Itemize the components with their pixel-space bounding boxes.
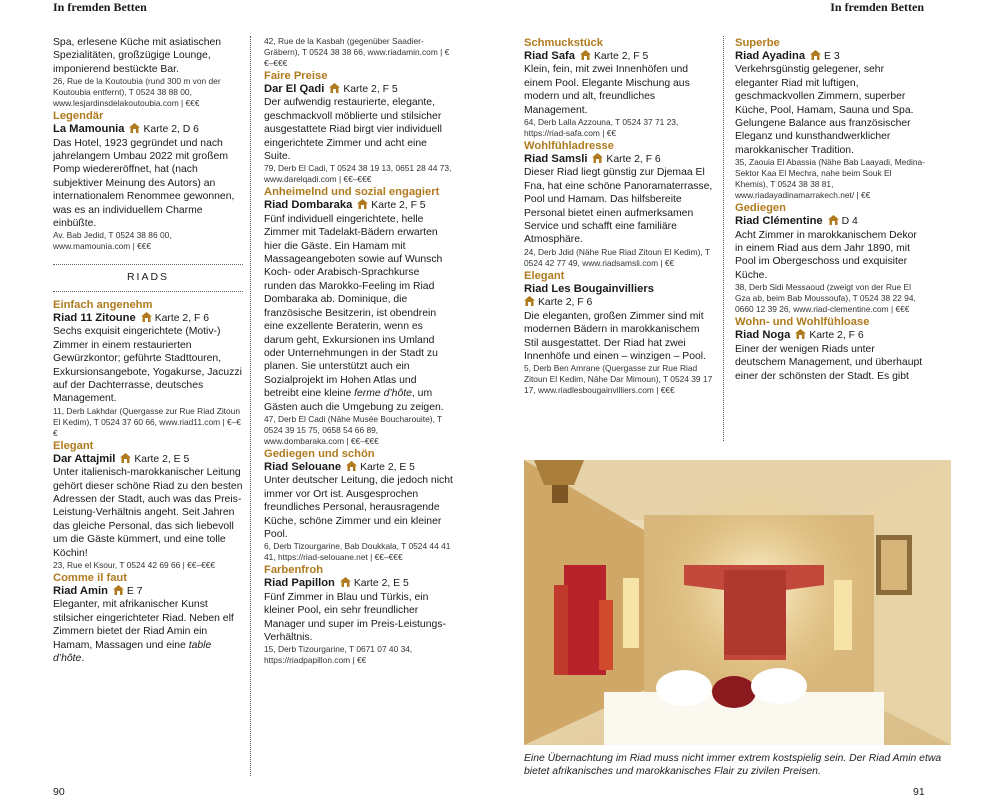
page-number-left: 90	[53, 786, 65, 798]
hotel-icon	[828, 215, 839, 225]
section-label: Elegant	[524, 269, 565, 282]
hotel-icon	[120, 453, 131, 463]
riad-room-photo	[524, 460, 951, 745]
entry-header	[524, 296, 714, 309]
hotel-icon	[113, 585, 124, 595]
entry-text: Fünf individuell eingerichtete, helle Zimmer mit Tadelakt-Bädern erwarten hier die Gäste. Ein Hamam mit Massageangeboten sowie auf Wunsch Koch- oder Arabisch-Sprachkurse runden das Marokko-Feeling im Riad Dombaraka ab. Dominique, die französische Besitzerin, ist obendrein eine exzellente Beraterin, wenn es darum geht, Exkursionen ins Umland oder Unternehmungen in der Stadt zu planen. Sie unterstützt auch ein Sozialprojekt im Hohen Atlas und betreibt eine kleine ferme d’hôte, um Gästen auch die Umgebung zu zeigen.	[264, 213, 444, 413]
running-header-right: In fremden Betten	[830, 0, 924, 14]
address: 26, Rue de la Koutoubia (rund 300 m von der Koutoubia entfernt), T 0524 38 88 00, www.lesjardinsdelakoutoubia.com | €€€	[53, 76, 221, 109]
map-reference: Karte 2, F 5	[371, 200, 426, 212]
section-label: Superbe	[735, 37, 780, 49]
entry-name: Dar El Qadi	[264, 83, 325, 95]
map-reference: Karte 2, F 6	[809, 330, 864, 342]
map-reference: Karte 2, F 6	[538, 297, 593, 309]
entry-text: Klein, fein, mit zwei Innenhöfen und einem Pool. Elegante Mischung aus modern und alt, freundliches Management.	[524, 64, 690, 116]
section-label: Anheimelnd und sozial engagiert	[264, 186, 440, 199]
hotel-icon	[357, 199, 368, 209]
section-label: Wohn- und Wohlfühloase	[735, 316, 870, 329]
column-rule	[723, 36, 724, 441]
entry-header	[53, 585, 243, 598]
section-label: Gediegen und schön	[264, 447, 375, 460]
running-header-left: In fremden Betten	[53, 0, 147, 14]
entry-header	[524, 50, 714, 63]
map-reference: Karte 2, E 5	[360, 461, 415, 473]
entry-name: Riad 11 Zitoune	[53, 311, 136, 324]
column-3	[524, 36, 714, 396]
entry-name: Riad Ayadina	[735, 50, 806, 62]
hotel-icon	[141, 312, 152, 322]
section-label: Faire Preise	[264, 70, 328, 82]
entry-name: Riad Papillon	[264, 577, 335, 590]
hotel-icon	[810, 50, 821, 60]
column-2	[264, 36, 454, 666]
entry-header	[735, 215, 925, 228]
address: 15, Derb Tizourgarine, T 0671 07 40 34, https://riadpapillon.com | €€	[264, 644, 413, 666]
entry-text: Unter deutscher Leitung, die jedoch nicht immer vor Ort ist. Ausgesprochen freundliches Personal, herausragende Küche, schöne Zimmer und ein kleiner Pool.	[264, 475, 453, 540]
section-label: Elegant	[53, 439, 94, 452]
room-illustration	[524, 460, 951, 745]
entry-text: Sechs exquisit eingerichtete (Motiv-) Zimmer in einem restaurierten Gewürzkontor; geführte Stadttouren, Exkursionsangebote, Yogakurse, Jacuzzi auf der Dachterrasse, deutsches Management.	[53, 326, 242, 405]
entry-text: Der aufwendig restaurierte, elegante, geschmackvoll möblierte und stilsicher ausgestattete Riad birgt vier individuell eingerichtete Zimmer und acht eine Suite.	[264, 97, 442, 163]
map-reference: Karte 2, F 6	[606, 154, 661, 166]
entry-text: Dieser Riad liegt günstig zur Djemaa El Fna, hat eine schöne Panoramaterrasse, Pool und Hamam. Das hilfsbereite Personal bietet einen aufmerksamen Service und schafft eine familiäre Atmosphäre.	[524, 167, 713, 246]
address: 42, Rue de la Kasbah (gegenüber Saadier-Gräbern), T 0524 38 38 66, www.riadamin.com | €€–€€€	[264, 36, 450, 68]
column-4	[735, 36, 925, 383]
entry-name: La Mamounia	[53, 123, 125, 136]
map-reference: Karte 2, F 6	[154, 312, 209, 324]
entry-header	[53, 312, 243, 325]
map-reference: Karte 2, E 5	[134, 453, 190, 465]
section-label: Legendär	[53, 110, 104, 123]
entry-name: Riad Les Bougainvilliers	[524, 282, 654, 295]
column-1	[53, 36, 243, 665]
hotel-icon	[340, 577, 351, 587]
address: Av. Bab Jedid, T 0524 38 86 00, www.mamounia.com | €€€	[53, 230, 172, 252]
address: 79, Derb El Cadi, T 0524 38 19 13, 0651 28 44 73, www.darelqadi.com | €€–€€€	[264, 163, 452, 185]
column-rule	[250, 36, 251, 776]
map-reference: Karte 2, E 5	[353, 578, 409, 590]
hotel-icon	[592, 153, 603, 163]
map-reference: D 4	[841, 216, 858, 228]
section-label: Gediegen	[735, 202, 786, 215]
map-reference: E 7	[126, 585, 143, 597]
entry-name: Dar Attajmil	[53, 452, 116, 465]
map-reference: Karte 2, D 6	[143, 124, 199, 136]
entry-text: Eleganter, mit afrikanischer Kunst stilsicher eingerichteter Riad. Neben elf Zimmern bietet der Riad Amin ein Hamam, Massagen und eine table d’hôte.	[53, 599, 234, 664]
address: 38, Derb Sidi Messaoud (zweigt von der Rue El Gza ab, beim Bab Moussoufa), T 0524 38 22 94, 0660 12 39 26, www.riad-clementine.com | €€€	[735, 282, 916, 315]
entry-text: Die eleganten, großen Zimmer sind mit modernen Bädern in marokkanischem Stil ausgestattet. Der Riad hat zwei Innenhöfe und einen – winzigen – Pool.	[524, 310, 706, 362]
map-reference: Karte 2, F 5	[343, 84, 398, 95]
entry-header	[53, 123, 243, 136]
section-label: Wohlfühladresse	[524, 140, 614, 153]
section-label: Comme il faut	[53, 571, 127, 584]
entry-text: Acht Zimmer in marokkanischem Dekor in einem Riad aus dem Jahr 1890, mit Pool im Obergeschoss und exquisiter Küche.	[735, 229, 917, 281]
photo-caption: Eine Übernachtung im Riad muss nicht immer extrem kostspielig sein. Der Riad Amin etwa bietet afrikanisches und marokkanisches Flair zu zivilen Preisen.	[524, 753, 942, 777]
section-label: Einfach angenehm	[53, 298, 153, 311]
entry-name: Riad Clémentine	[735, 215, 823, 228]
entry-header	[264, 199, 454, 212]
entry-text: Einer der wenigen Riads unter deutschem Management, und überhaupt einer der schönsten der Stadt. Es gibt	[735, 343, 923, 382]
intro-text: Spa, erlesene Küche mit asiatischen Spezialitäten, großzügige Lounge, imponierend bestückte Bar.	[53, 37, 222, 75]
address: 35, Zaouia El Abassia (Nähe Bab Laayadi, Medina-Sektor Kaa El Mechra, nahe beim Souk El Khemis), T 0524 38 38 81, www.riadayadinamarrakech.net/ | €€	[735, 157, 925, 201]
map-reference: Karte 2, F 5	[593, 51, 649, 62]
entry-name: Riad Safa	[524, 50, 575, 62]
map-reference: E 3	[824, 51, 840, 62]
entry-text: Verkehrsgünstig gelegener, sehr eleganter Riad mit luftigen, geschmackvollen Zimmern, superber Küche, Pool, Hamam, Sauna und Spa. Gelungene Balance aus französischer Eleganz und kunsthandwerklicher marokkanischer Tradition.	[735, 64, 914, 156]
hotel-icon	[346, 461, 357, 471]
riads-heading: RIADS	[53, 264, 243, 291]
hotel-icon	[795, 329, 806, 339]
address: 47, Derb El Cadi (Nähe Musée Boucharouite), T 0524 39 15 75, 0658 54 66 89, www.dombaraka.com | €€–€€€	[264, 413, 442, 446]
address: 23, Rue el Ksour, T 0524 42 69 66 | €€–€€€	[53, 559, 216, 570]
entry-header	[264, 577, 454, 590]
address: 11, Derb Lakhdar (Quergasse zur Rue Riad Zitoun El Kedim), T 0524 37 60 66, www.riad11.com | €–€€	[53, 405, 241, 438]
entry-header	[53, 453, 243, 466]
hotel-icon	[329, 83, 340, 93]
entry-header	[735, 329, 925, 342]
address: 64, Derb Lalla Azzouna, T 0524 37 71 23, https://riad-safa.com | €€	[524, 117, 679, 139]
hotel-icon	[524, 296, 535, 306]
section-label: Schmuckstück	[524, 37, 603, 49]
entry-name: Riad Selouane	[264, 460, 342, 473]
hotel-icon	[129, 123, 140, 133]
entry-header	[264, 83, 454, 96]
entry-text: Das Hotel, 1923 gegründet und nach jahrelangem Umbau 2022 mit großem Pomp wiedereröffnet, hat (nach subjektiver Meinung des Autors) an internationalem Renommee gewonnen, was es an individuellem Charme einbüßte.	[53, 137, 235, 230]
hotel-icon	[580, 50, 591, 60]
entry-header	[524, 153, 714, 166]
entry-name: Riad Samsli	[524, 153, 588, 166]
section-label: Farbenfroh	[264, 564, 324, 577]
address: 5, Derb Ben Amrane (Quergasse zur Rue Riad Zitoun El Kedim, Nähe Dar Mimoun), T 0524 39 17 17, www.riadlesbougainvilliers.com | €€€	[524, 363, 713, 396]
entry-header	[735, 50, 925, 63]
page-number-right: 91	[913, 786, 925, 798]
entry-name: Riad Dombaraka	[264, 199, 353, 212]
entry-text: Fünf Zimmer in Blau und Türkis, ein kleiner Pool, ein sehr freundlicher Manager und super im Preis-Leistungs-Verhältnis.	[264, 591, 446, 643]
entry-text: Unter italienisch-marokkanischer Leitung gehört dieser schöne Riad zu den besten Adressen der Stadt, auch was das Preis-Leistung-Verhältnis angeht. Seit Jahren das gleiche Personal, das sich liebevoll um die Gäste kümmert, und eine tolle Köchin!	[53, 467, 243, 559]
entry-header	[264, 461, 454, 474]
entry-name: Riad Amin	[53, 584, 108, 597]
address: 24, Derb Jdid (Nähe Rue Riad Zitoun El Kedim), T 0524 42 77 49, www.riadsamsli.com | €€	[524, 246, 710, 268]
entry-name: Riad Noga	[735, 329, 791, 342]
address: 6, Derb Tizourgarine, Bab Doukkala, T 0524 44 41 41, https://riad-selouane.net | €€–€€€	[264, 541, 451, 563]
